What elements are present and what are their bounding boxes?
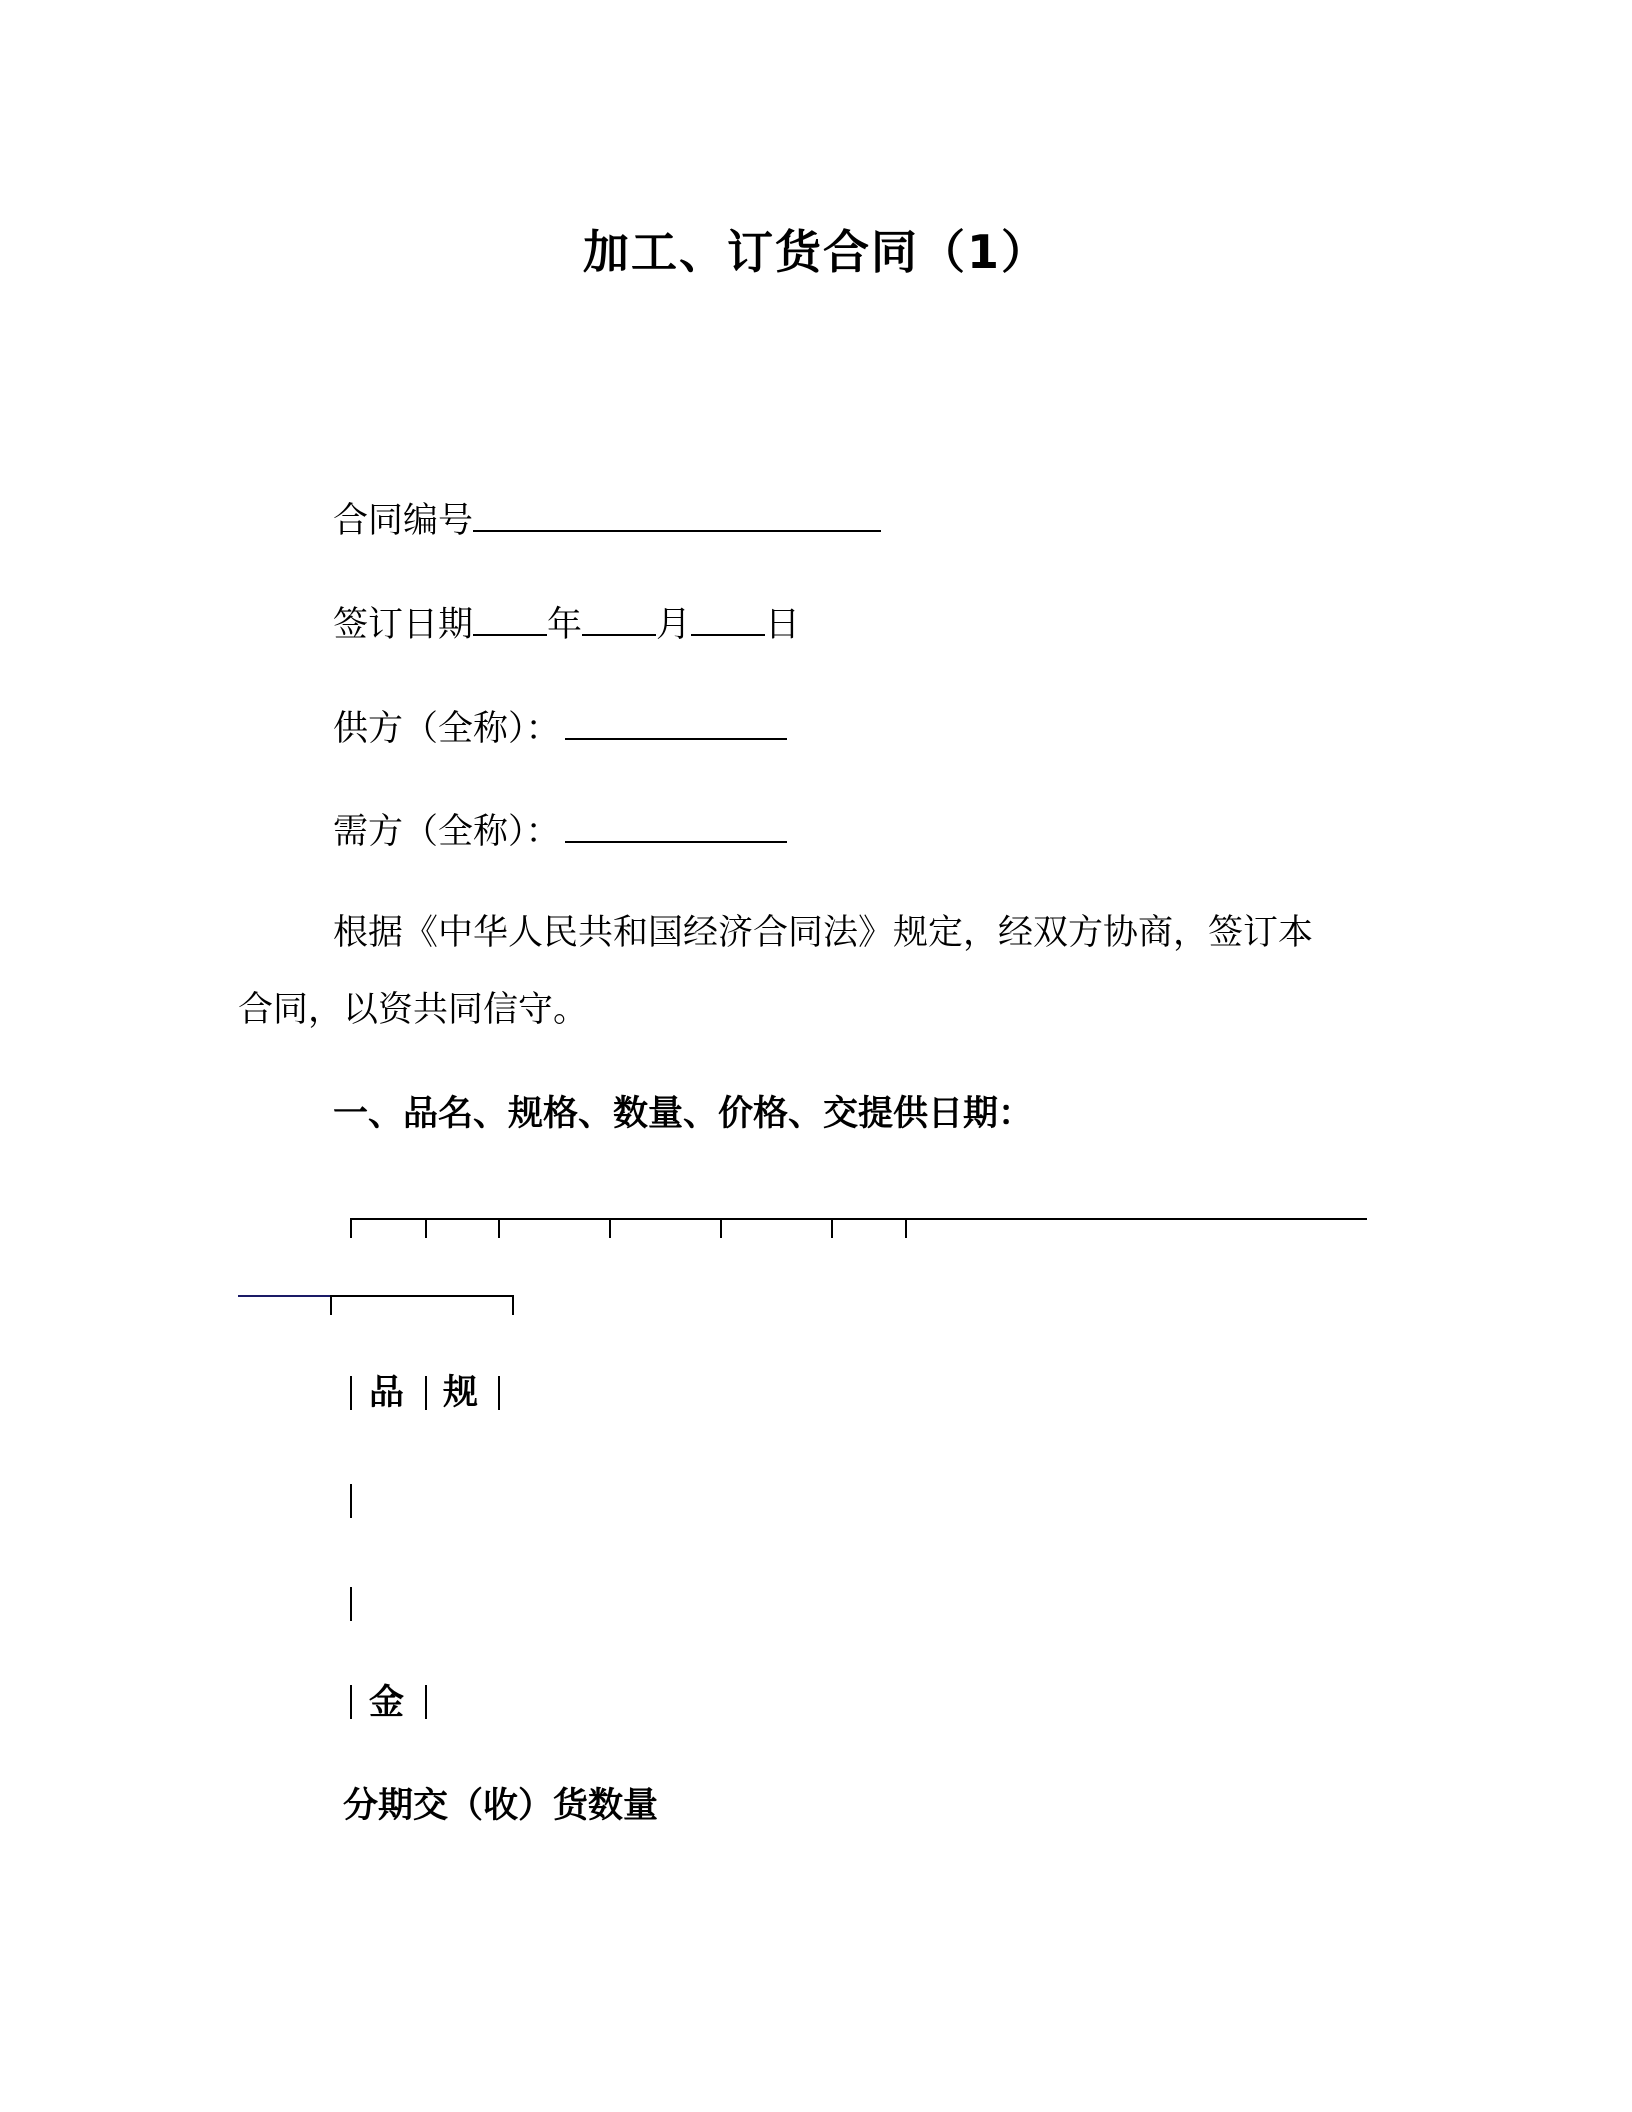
buyer-row (333, 807, 787, 855)
year-label: 年 (547, 605, 583, 645)
section-1-heading: 一、品名、规格、数量、价格、交提供日期： (333, 1094, 1034, 1134)
table-top-border (350, 1218, 1367, 1220)
month-label: 月 (656, 605, 692, 645)
table-header-cell: 品 (369, 1373, 405, 1413)
table-cell-divider (350, 1376, 352, 1410)
signing-date-row (333, 600, 800, 648)
table-column-tick (609, 1218, 611, 1238)
preamble-line-2: 合同，以资共同信守。 (238, 990, 589, 1030)
preamble-line-1: 根据《中华人民共和国经济合同法》规定，经双方协商，签订本 (333, 913, 1314, 953)
table-row-label: 金 (369, 1683, 405, 1723)
signing-day-field[interactable] (691, 600, 765, 636)
installment-quantity-label: 分期交（收）货数量 (343, 1786, 659, 1826)
contract-number-label: 合同编号 (333, 501, 474, 541)
table-column-tick (512, 1295, 514, 1315)
table-column-tick (330, 1295, 332, 1315)
supplier-name-field[interactable] (565, 704, 787, 740)
table-column-tick (720, 1218, 722, 1238)
table-column-tick (498, 1218, 500, 1238)
table-border-continuation (238, 1295, 330, 1297)
table-cell-divider (425, 1685, 427, 1719)
table-border-continuation (330, 1295, 514, 1297)
contract-number-field[interactable] (473, 496, 881, 532)
supplier-label: 供方（全称）： (333, 709, 561, 749)
table-cell-divider (425, 1376, 427, 1410)
table-column-tick (350, 1218, 352, 1238)
day-label: 日 (765, 605, 801, 645)
buyer-label: 需方（全称）： (333, 812, 561, 852)
supplier-row (333, 704, 787, 752)
table-column-tick (831, 1218, 833, 1238)
table-column-tick (425, 1218, 427, 1238)
table-header-cell: 规 (443, 1373, 479, 1413)
buyer-name-field[interactable] (565, 807, 787, 843)
table-column-tick (905, 1218, 907, 1238)
signing-year-field[interactable] (473, 600, 547, 636)
signing-month-field[interactable] (582, 600, 656, 636)
contract-number-row (333, 496, 881, 544)
document-title: 加工、订货合同（1） (582, 225, 1049, 279)
table-cell-divider (350, 1685, 352, 1719)
table-cell-divider (498, 1376, 500, 1410)
signing-date-label: 签订日期 (333, 605, 474, 645)
table-cell-divider (350, 1587, 352, 1621)
table-cell-divider (350, 1484, 352, 1518)
